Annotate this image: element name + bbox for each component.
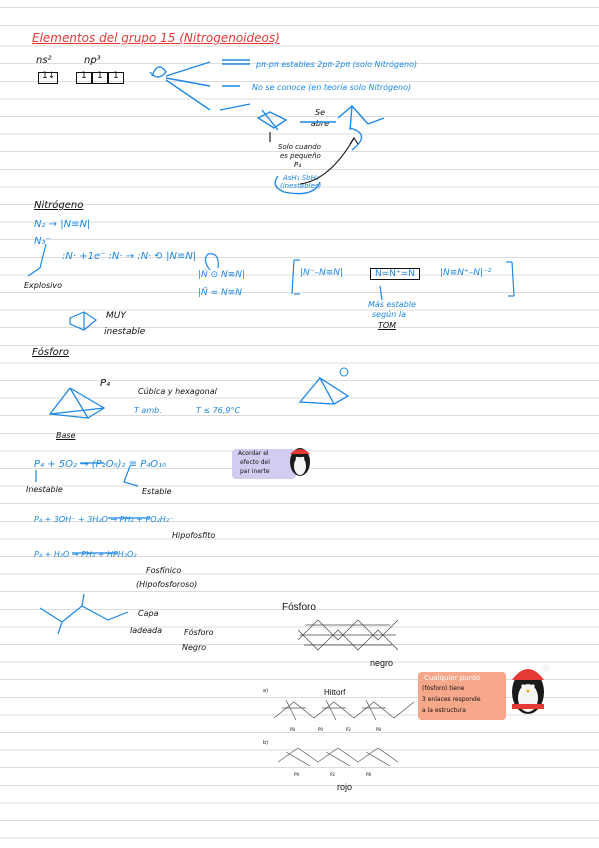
not-known-note: No se conoce (en teoría solo Nitrógeno) xyxy=(252,83,412,92)
snowflake-icon xyxy=(340,368,348,376)
p4-label: P₄ xyxy=(100,378,111,389)
figure-rojo: rojo xyxy=(337,782,353,792)
n3-formula: N₃⁻ xyxy=(34,236,51,247)
ns-label: ns² xyxy=(36,55,52,66)
lewis-structure-a: |Ṅ ⊙ N≡N| xyxy=(198,270,246,280)
explosivo-label: Explosivo xyxy=(24,281,63,290)
fosforo-negro-1: Fósforo xyxy=(184,628,214,637)
fosfinico-label: Fosfínico xyxy=(146,566,182,575)
nitrogeno-heading: Nitrógeno xyxy=(34,200,84,211)
np-label: np³ xyxy=(84,55,101,66)
figure-p-label: P2 xyxy=(346,727,351,732)
resonance-left: |N⁻–N≡N| xyxy=(300,268,344,278)
inestable-p-label: Inestable xyxy=(26,485,63,494)
figure-title: Fósforo xyxy=(282,602,316,613)
stable-note: pπ-pπ estables 2pπ-2pπ (solo Nitrógeno) xyxy=(256,60,418,69)
fosforo-negro-2: Negro xyxy=(182,643,207,652)
p4-tetrahedron xyxy=(50,378,348,418)
fosforo-heading: Fósforo xyxy=(32,347,69,358)
mas-estable-3: TOM xyxy=(378,321,397,330)
fosforo-negro-figure xyxy=(298,620,398,650)
figure-p-label: P8 xyxy=(366,772,371,777)
solo-cuando-3: P₄ xyxy=(294,161,302,169)
arrows xyxy=(270,132,358,184)
figure-p-label: P8 xyxy=(376,727,381,732)
figure-negro: negro xyxy=(370,658,394,668)
np-orbital-box-2: 1 xyxy=(92,72,108,84)
santa-penguin-sticker-icon xyxy=(512,664,550,714)
figure-p-label: P9 xyxy=(294,772,299,777)
figure-p-label: P8 xyxy=(290,727,295,732)
reaction-1: P₄ + 5O₂ → (P₂O₅)₂ ≡ P₄O₁₀ xyxy=(34,459,167,470)
temp-label: T ≤ 76,9°C xyxy=(196,406,241,415)
mas-estable-2: según la xyxy=(372,310,406,319)
hipofosforoso-label: (Hipofosforoso) xyxy=(136,580,198,589)
resonance-right: |N≡N⁺–N|⁻² xyxy=(440,268,492,278)
page-title: Elementos del grupo 15 (Nitrogenoideos) xyxy=(32,31,280,45)
phosphorus-branches xyxy=(150,60,384,194)
figure-b: b) xyxy=(263,740,269,746)
reaction-2: P₄ + 3OH⁻ + 3H₂O → PH₃ + PO₂H₂⁻ xyxy=(34,515,174,524)
se-abre-label: Se abre xyxy=(310,108,330,128)
estable-label: Estable xyxy=(142,487,172,496)
capa-label: Capa xyxy=(138,609,159,618)
np-orbital-box-3: 1 xyxy=(108,72,124,84)
np-orbital-box-1: 1 xyxy=(76,72,92,84)
ns-orbital-box: 1↓ xyxy=(38,72,58,84)
base-label: Base xyxy=(56,431,76,440)
ion-chain: :N· +1e⁻ :N· → :N· ⟲ |N≡N| xyxy=(62,251,197,262)
ladeada-label: ladeada xyxy=(130,626,163,635)
penguin-sticker-icon xyxy=(290,448,310,476)
reaction-3: P₄ + H₂O → PH₃ + HPH₂O₂ xyxy=(34,550,137,559)
lewis-structure-b: |N̄ = N≡N xyxy=(198,288,243,298)
reaction-arrows xyxy=(36,463,150,634)
hittorf-figure xyxy=(274,700,414,766)
mas-estable-1: Más estable xyxy=(368,300,416,309)
cubica-label: Cúbica y hexagonal xyxy=(138,387,217,396)
resonance-mid: N=N⁺=N xyxy=(370,268,420,280)
figure-p-label: P9 xyxy=(318,727,323,732)
inestable-label: inestable xyxy=(104,327,146,337)
muy-label: MUY xyxy=(106,311,126,321)
hipofosfito-label: Hipofosfito xyxy=(172,531,216,540)
figure-a: a) xyxy=(263,688,269,694)
n2-formula: N₂ → |N≡N| xyxy=(34,219,91,230)
solo-cuando-2: es pequeño xyxy=(280,152,321,160)
figure-p-label: P2 xyxy=(330,772,335,777)
structure-note: Cualquier punto (fósforo) tiene 3 enlaces responde a la estructura xyxy=(418,672,506,720)
ash-label-2: (inestables) xyxy=(280,182,322,190)
solo-cuando-1: Solo cuando xyxy=(278,143,321,151)
figure-hittorf: Hittorf xyxy=(324,688,346,697)
ash-label-1: AsH₃ SbH₃ xyxy=(283,174,319,182)
inert-pair-note: Acordar el efecto del par inerte xyxy=(232,449,296,479)
nitrogen-drawings xyxy=(28,244,514,330)
tamb-label: T amb. xyxy=(134,406,162,415)
